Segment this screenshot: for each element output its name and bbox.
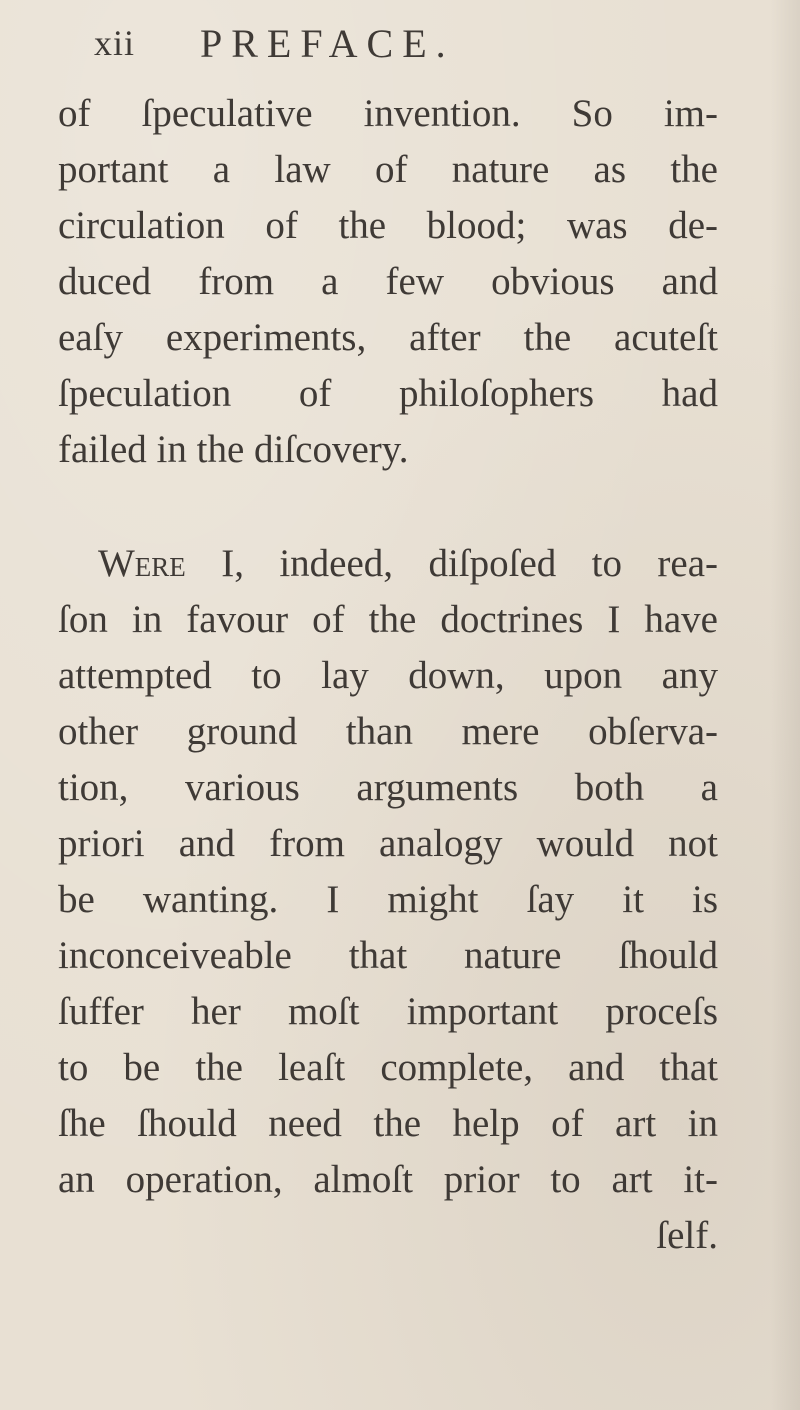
text-line-first: [58, 536, 718, 592]
text-line: priori and from analogy would not: [58, 822, 718, 865]
page-number: xii: [94, 23, 136, 63]
text-line: portant a law of nature as the: [58, 148, 718, 191]
text-line: be wanting. I might ſay it is: [58, 878, 718, 921]
text-line: other ground than mere obſerva-: [58, 710, 718, 753]
text-line: ſon in favour of the doctrines I have: [58, 598, 718, 641]
text-line: to be the leaſt complete, and that: [58, 1046, 718, 1089]
running-title: PREFACE.: [200, 21, 455, 66]
paragraph-1: [58, 86, 718, 478]
first-line-rest: I, indeed, diſpoſed to rea-: [185, 542, 718, 585]
text-line: ſhe ſhould need the help of art in: [58, 1102, 718, 1145]
text-line: attempted to lay down, upon any: [58, 654, 718, 697]
text-line: ſpeculation of philoſophers had: [58, 372, 718, 415]
text-line: circulation of the blood; was de-: [58, 204, 718, 247]
text-line: inconceiveable that nature ſhould: [58, 934, 718, 977]
text-line: duced from a few obvious and: [58, 260, 718, 303]
page-gutter-shadow: [770, 0, 800, 1410]
paragraph-2: [58, 536, 718, 1264]
opening-word: Were: [98, 542, 186, 585]
text-line-final: ſelf.: [656, 1214, 718, 1257]
text-line: eaſy experiments, after the acuteſt: [58, 316, 718, 359]
text-line: tion, various arguments both a: [58, 766, 718, 809]
running-head: [94, 21, 734, 66]
text-line: an operation, almoſt prior to art it-: [58, 1158, 718, 1201]
text-line: failed in the diſcovery.: [58, 428, 409, 471]
paragraph-spacer: [58, 478, 718, 536]
text-line: of ſpeculative invention. So im-: [58, 92, 718, 135]
body-text: [58, 86, 718, 1264]
text-line: ſuffer her moſt important proceſs: [58, 990, 718, 1033]
